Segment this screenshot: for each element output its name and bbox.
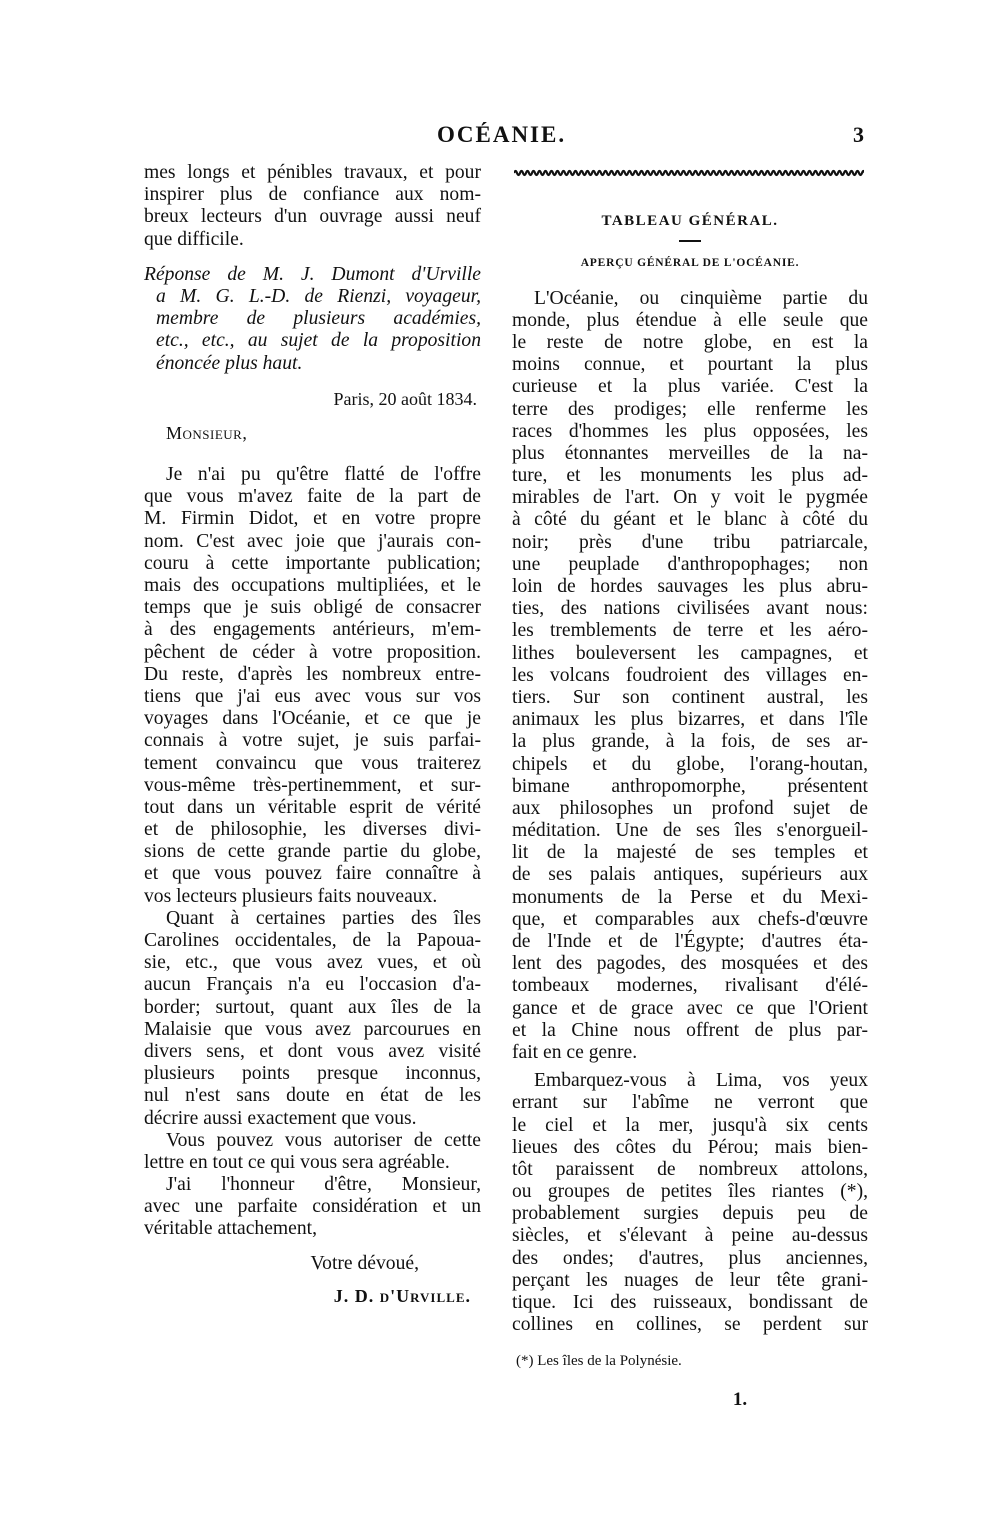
text-line: fait en ce genre. [512, 1041, 638, 1063]
paragraph-lima [512, 1070, 868, 1336]
text-line: terre des prodiges; elle renferme les [512, 398, 868, 420]
text-line: la plus grande, à la fois, de ses ar- [512, 731, 868, 753]
text-line: etc., etc., au sujet de la proposition [156, 330, 481, 352]
text-line: ou groupes de petites îles riantes (*), [512, 1181, 868, 1203]
text-line: tique. Ici des ruisseaux, bondissant de [512, 1292, 868, 1314]
text-line: collines en collines, se perdent sur [512, 1314, 868, 1336]
intro-paragraph [144, 162, 481, 251]
text-line: perçant les nuages de leur tête grani- [512, 1269, 868, 1291]
text-line: les volcans foudroient des villages en- [512, 664, 868, 686]
text-line: chipels et du globe, l'orang-houtan, [512, 753, 868, 775]
text-line: connais à votre sujet, je suis parfai- [144, 730, 481, 752]
text-line: bimane anthropomorphe, présentent [512, 775, 868, 797]
text-line: monde, plus étendue à elle seule que [512, 309, 868, 331]
text-line: lithes bouleversent les campagnes, et [512, 642, 868, 664]
text-line: moins connue, et pourtant la plus [512, 354, 868, 376]
text-line: voyages dans l'Océanie, et ce que je [144, 708, 481, 730]
text-line: de l'Inde et de l'Égypte; d'autres éta- [512, 931, 868, 953]
section-subtitle: APERÇU GÉNÉRAL DE L'OCÉANIE. [580, 257, 800, 270]
text-line: animaux les plus bizarres, et dans l'île [512, 709, 868, 731]
salutation-text: Monsieur, [166, 422, 248, 443]
text-line: J'ai l'honneur d'être, Monsieur, [166, 1174, 481, 1196]
text-line: tement convaincu que vous traiterez [144, 752, 481, 774]
text-line: le ciel et la mer, jusqu'à six cents [512, 1114, 868, 1136]
text-line: mais des occupations multipliées, et le [144, 575, 481, 597]
text-line: méditation. Une de ses îles s'enorgueil- [512, 820, 868, 842]
reply-heading [144, 264, 481, 375]
text-line: couru à cette importante publication; [144, 552, 481, 574]
text-line: et que vous pouvez faire connaître à [144, 863, 481, 885]
letter-closing: Votre dévoué, [310, 1252, 419, 1274]
text-line: Quant à certaines parties des îles [166, 907, 481, 929]
text-line: lent des pagodes, des mosquées et des [512, 953, 868, 975]
text-line: vos lecteurs plusieurs faits nouveaux. [144, 885, 438, 907]
text-line: mes longs et pénibles travaux, et pour [144, 162, 481, 183]
text-line: loin de hordes sauvages les plus abru- [512, 576, 868, 598]
salutation [144, 422, 481, 444]
text-line: et de philosophie, les diverses divi- [144, 819, 481, 841]
text-line: les tremblements de terre et les aéro- [512, 620, 868, 642]
text-line: L'Océanie, ou cinquième partie du [534, 287, 868, 309]
text-line: membre de plusieurs académies, [156, 308, 481, 330]
text-line: Réponse de M. J. Dumont d'Urville [144, 263, 481, 285]
text-line: errant sur l'abîme ne verront que [512, 1092, 868, 1114]
text-line: a M. G. L.-D. de Rienzi, voyageur, [156, 285, 481, 307]
page-number: 3 [853, 122, 864, 147]
text-line: ture, et les monuments les plus ad- [512, 465, 868, 487]
text-line: vous-même très-pertinemment, et sur- [144, 774, 481, 796]
section-title: TABLEAU GÉNÉRAL. [601, 213, 779, 230]
letter-signature: J. D. d'Urville. [333, 1285, 471, 1306]
text-line: M. Firmin Didot, et en votre propre [144, 508, 481, 530]
letter-body [144, 464, 481, 1241]
text-line: mirables de l'art. On y voit le pygmée [512, 487, 868, 509]
text-line: que vous m'avez faite de la part de [144, 486, 481, 508]
text-line: ties, des nations civilisées avant nous: [512, 598, 868, 620]
text-line: que difficile. [144, 228, 244, 250]
text-line: sie, etc., que vous avez vues, et où [144, 952, 481, 974]
text-line: Carolines occidentales, de la Papoua- [144, 930, 481, 952]
text-line: pêchent de céder à votre proposition. [144, 641, 481, 663]
text-line: probablement surgies depuis peu de [512, 1203, 868, 1225]
text-line: lieues des côtes du Pérou; mais bien- [512, 1136, 868, 1158]
text-line: gance et de grace avec ce que l'Orient [512, 997, 868, 1019]
text-line: à des engagements antérieurs, m'em- [144, 619, 481, 641]
text-line: nul n'est sans doute en état de les [144, 1085, 481, 1107]
text-line: Embarquez-vous à Lima, vos yeux [534, 1070, 868, 1092]
text-line: le reste de notre globe, en est la [512, 331, 868, 353]
text-line: de ses palais antiques, supérieurs aux [512, 864, 868, 886]
signature-mark: 1. [732, 1388, 748, 1410]
text-line: plusieurs points presque inconnus, [144, 1063, 481, 1085]
text-line: monuments de la Perse et du Mexi- [512, 886, 868, 908]
text-line: plus étonnantes merveilles de la na- [512, 442, 868, 464]
text-line: avec une parfaite considération et un [144, 1196, 481, 1218]
text-line: divers sens, et dont vous avez visité [144, 1040, 481, 1062]
text-line: décrire aussi exactement que vous. [144, 1107, 417, 1129]
running-header-title: OCÉANIE. [437, 122, 567, 147]
text-line: lit de la majesté de ses temples et [512, 842, 868, 864]
text-line: sions de cette grande partie du globe, [144, 841, 481, 863]
text-line: aux philosophes un profond sujet de [512, 797, 868, 819]
text-line: Je n'ai pu qu'être flatté de l'offre [166, 464, 481, 486]
text-line: une peuplade d'anthropophages; non [512, 553, 868, 575]
text-line: inspirer plus de confiance aux nom- [144, 184, 481, 206]
footnote: (*) Les îles de la Polynésie. [516, 1353, 682, 1370]
text-line: border; surtout, quant aux îles de la [144, 996, 481, 1018]
text-line: lettre en tout ce qui vous sera agréable. [144, 1151, 450, 1173]
text-line: et la Chine nous offrent de plus par- [512, 1019, 868, 1041]
left-column [144, 162, 481, 1307]
section-divider [679, 240, 701, 242]
text-line: Malaisie que vous avez parcourues en [144, 1018, 481, 1040]
text-line: tout dans un véritable esprit de vérité [144, 796, 481, 818]
text-line: siècles, et s'élevant à peine au-dessus [512, 1225, 868, 1247]
text-line: nom. C'est avec joie que j'aurais con- [144, 530, 481, 552]
text-line: Vous pouvez vous autoriser de cette [166, 1129, 481, 1151]
text-line: des ondes; d'autres, plus anciennes, [512, 1247, 868, 1269]
paragraph-overview [512, 288, 868, 1065]
text-line: tôt paraissent de nombreux attolons, [512, 1158, 868, 1180]
text-line: que, et comparables aux chefs-d'œuvre [512, 908, 868, 930]
ornamental-wavy-rule [514, 168, 864, 178]
dateline: Paris, 20 août 1834. [333, 388, 477, 409]
text-line: noir; près d'une tribu patriarcale, [512, 531, 868, 553]
right-column [512, 168, 868, 1411]
text-line: tombeaux modernes, rivalisant d'élé- [512, 975, 868, 997]
text-line: races d'hommes les plus opposées, les [512, 420, 868, 442]
text-line: curieuse et la plus variée. C'est la [512, 376, 868, 398]
text-line: tiers. Sur son continent austral, les [512, 686, 868, 708]
text-line: à côté du géant et le blanc à côté du [512, 509, 868, 531]
text-line: véritable attachement, [144, 1218, 317, 1240]
text-line: aucun Français n'a eu l'occasion d'a- [144, 974, 481, 996]
text-line: breux lecteurs d'un ouvrage aussi neuf [144, 206, 481, 228]
text-line: tiens que j'ai eus avec vous sur vos [144, 685, 481, 707]
text-line: temps que je suis obligé de consacrer [144, 597, 481, 619]
text-line: Du reste, d'après les nombreux entre- [144, 663, 481, 685]
text-line: énoncée plus haut. [156, 352, 303, 374]
